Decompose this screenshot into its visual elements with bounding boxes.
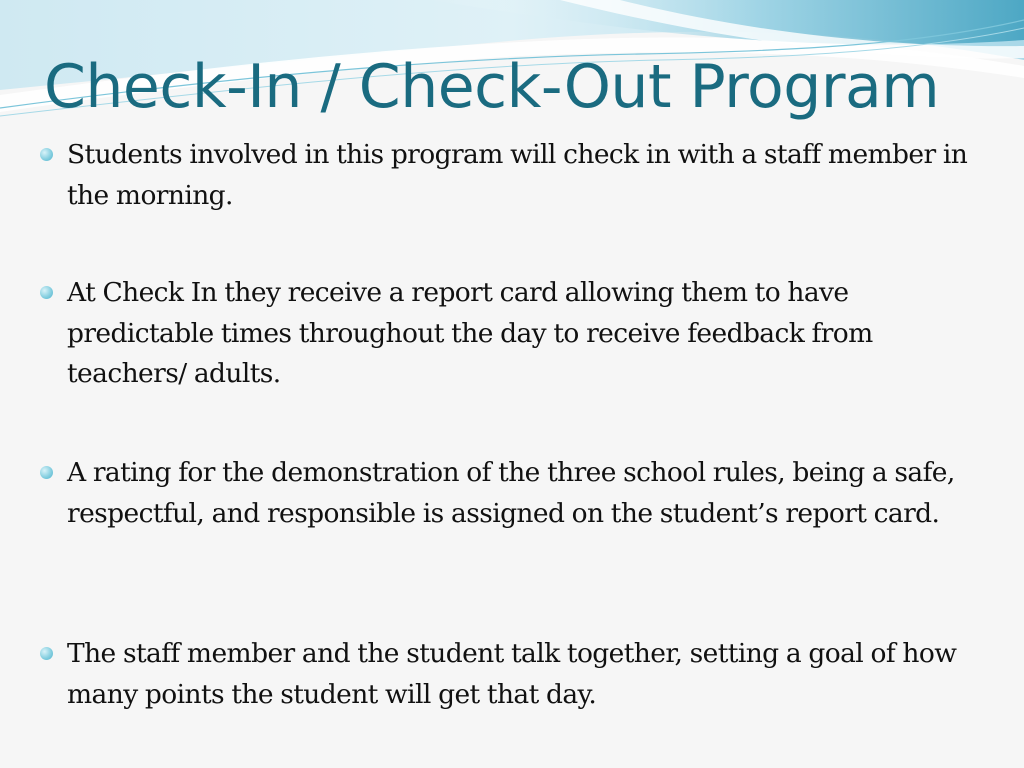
bullet-text: The staff member and the student talk together, setting a goal of how many points the student will get that day.	[67, 638, 957, 710]
bullet-item	[40, 273, 985, 395]
bullet-text: At Check In they receive a report card allowing them to have predictable times throughout the day to receive feedback from teachers/ adults.	[67, 277, 873, 389]
bullet-item	[40, 135, 985, 216]
bullet-dot-icon	[40, 148, 53, 161]
bullet-item	[40, 453, 985, 534]
bullet-text: Students involved in this program will check in with a staff member in the morning.	[67, 139, 968, 211]
bullet-dot-icon	[40, 466, 53, 479]
bullet-dot-icon	[40, 647, 53, 660]
slide-title: Check-In / Check-Out Program	[44, 52, 940, 122]
bullet-dot-icon	[40, 286, 53, 299]
bullet-item	[40, 634, 985, 715]
bullet-text: A rating for the demonstration of the three school rules, being a safe, respectful, and responsible is assigned on the student’s report card.	[67, 457, 955, 529]
